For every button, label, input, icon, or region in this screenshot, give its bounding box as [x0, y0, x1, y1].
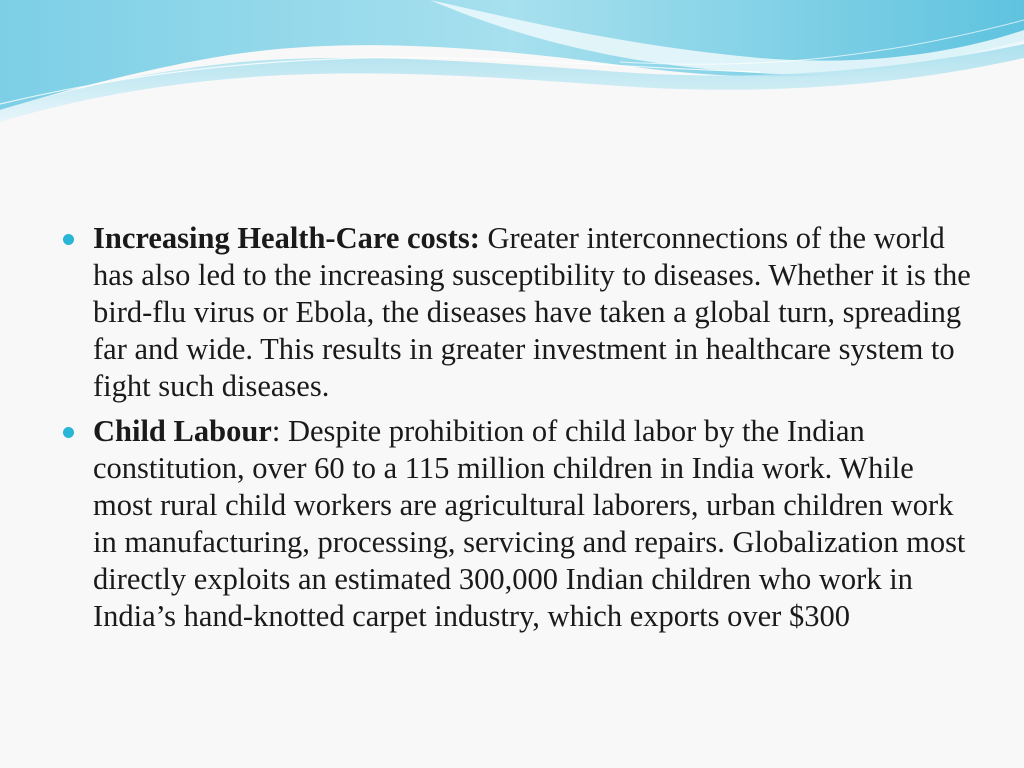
bullet-item-child-labour — [58, 413, 978, 635]
bullet-dot-icon — [63, 427, 74, 438]
header-wave-decoration — [0, 0, 1024, 130]
bullet-dot-icon — [63, 234, 74, 245]
bullet-separator: : — [271, 414, 281, 448]
bullet-body: Despite prohibition of child labor by the Indian constitution, over 60 to a 115 million children in India work. While most rural child workers are agricultural laborers, urban children work in manufacturing, processing, servicing and repairs. Globalization most directly exploits an estimated 300,000 Indian children who work in India’s hand-knotted carpet industry, which exports over $300 — [93, 414, 966, 633]
bullet-item-health-care — [58, 220, 978, 405]
bullet-list — [58, 220, 978, 643]
bullet-body: Greater interconnections of the world has also led to the increasing susceptibility to diseases. Whether it is the bird-flu virus or Ebola, the diseases have taken a global turn, spreading far and wide. This results in greater investment in healthcare system to fight such diseases. — [93, 221, 971, 403]
bullet-heading: Child Labour — [93, 414, 272, 448]
bullet-heading: Increasing Health-Care costs: — [93, 221, 480, 255]
